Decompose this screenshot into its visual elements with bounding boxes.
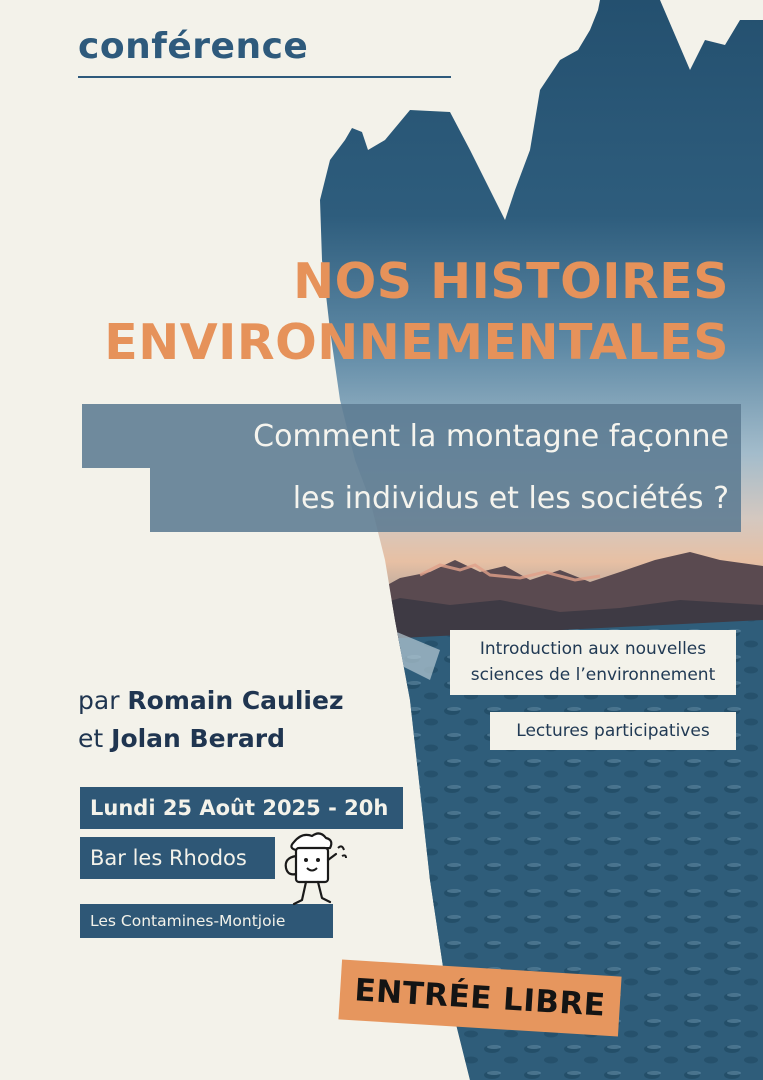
tag-introduction [450,630,736,695]
tag-lectures [490,712,736,750]
speaker-prefix: et [78,723,104,753]
event-venue: Bar les Rhodos [80,837,275,879]
speaker-name: Jolan Berard [111,723,285,753]
speaker-line-2 [78,720,344,758]
speaker-prefix: par [78,686,120,715]
kicker-label: conférence [78,26,309,67]
beer-mug-mascot-icon [272,828,352,914]
poster-title [104,252,729,374]
tag-line: Introduction aux nouvelles [479,639,707,659]
event-date: Lundi 25 Août 2025 - 20h [80,787,403,829]
subtitle-line-2: les individus et les sociétés ? [150,468,741,532]
title-line-2: ENVIRONNEMENTALES [104,313,729,371]
kicker-underline [78,76,451,78]
speakers [78,682,344,757]
tag-line: sciences de l’environnement [470,665,716,686]
title-line-1: NOS HISTOIRES [293,253,729,310]
tag-line: Lectures participatives [516,721,710,741]
subtitle-line-1: Comment la montagne façonne [82,404,741,468]
speaker-line-1 [78,682,344,720]
event-town: Les Contamines-Montjoie [80,904,333,938]
speaker-name: Romain Cauliez [127,686,344,715]
free-entry-banner: ENTRÉE LIBRE [338,960,621,1037]
